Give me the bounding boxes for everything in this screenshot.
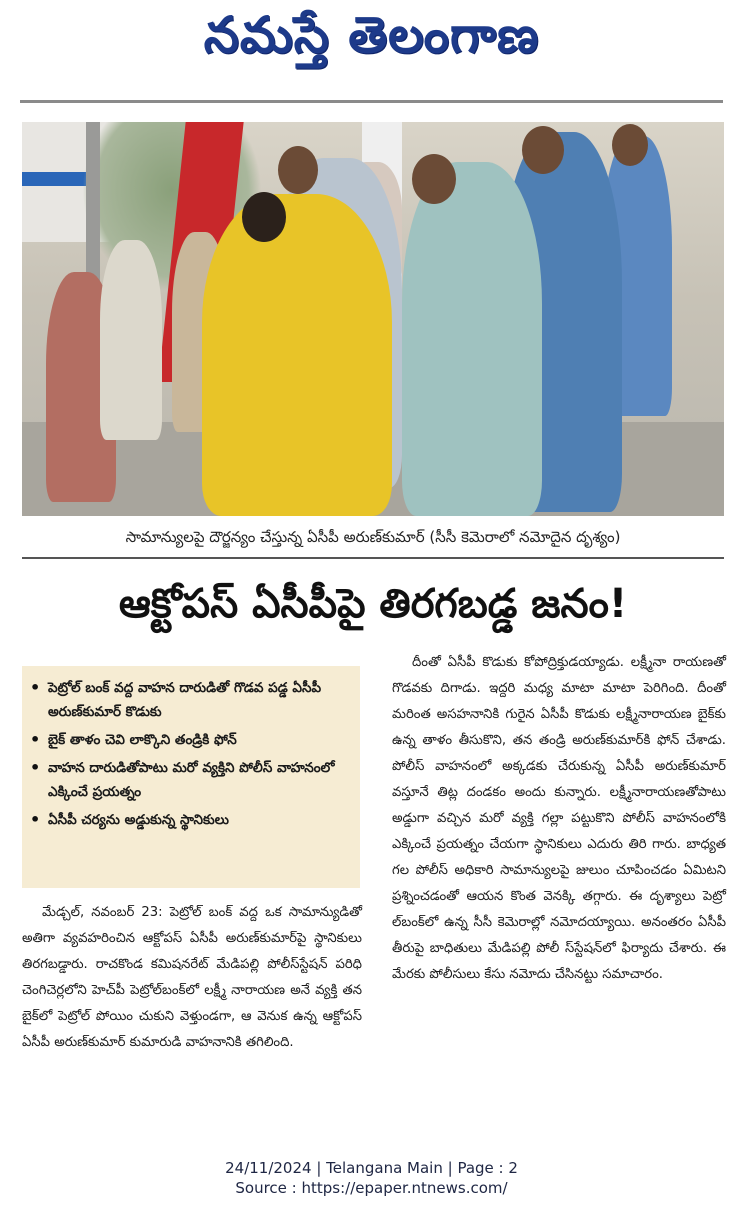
- article-headline: ఆక్టోపస్ ఏసీపీపై తిరగబడ్డ జనం!: [118, 581, 628, 627]
- bullet-icon: •: [30, 730, 41, 749]
- article-body-left: [22, 900, 362, 1056]
- highlight-item: • బైక్ తాళం చెవి లాక్కొని తండ్రికి ఫోన్: [30, 728, 350, 752]
- body-paragraph: దీంతో ఏసీపీ కొడుకు కోపోద్రిక్తుడయ్యాడు. లక్ష్మీనా రాయణతో గొడవకు దిగాడు. ఇద్దరి మధ్య మాటా మాటా పెరిగింది. దీంతో మరింత అసహనానికి గురైన ఏసీపీ కొడుకు లక్ష్మీనారాయణ బైక్‌కు ఉన్న తాళం తీసుకొని, తన తండ్రి అరుణ్‌కుమార్‌కి ఫోన్ చేశాడు. పోలీస్ వాహనంలో అక్కడకు చేరుకున్న ఏసీపీ అరుణ్‌కుమార్ వస్తూనే తిట్ల దండకం అందు కున్నారు. లక్ష్మీనారాయణతోపాటు అడ్డుగా వచ్చిన మరో వ్యక్తి గల్లా పట్టుకొని పోలీస్ వాహనంలోకి ఎక్కించే ప్రయత్నం చేయగా స్థానికులు ఎదురు తిరి గారు. బాధ్యత గల పోలీస్ అధికారి సామాన్యులపై జులుం చూపించడం ఏమిటని ప్రశ్నించడంతో ఆయన కొంత వెనక్కి తగ్గారు. ఈ దృశ్యాలు పెట్రో ల్‌బంక్‌లో ఉన్న సీసీ కెమెరాల్లో నమోదయ్యాయి. అనంతరం ఏసీపీ తీరుపై బాధితులు మేడిపల్లి పోలీ స్‌స్టేషన్‌లో ఫిర్యాదు చేశారు. ఈ మేరకు పోలీసులు కేసు నమోదు చేసినట్టు సమాచారం.: [392, 655, 726, 982]
- caption-divider: [22, 557, 724, 559]
- bullet-icon: •: [30, 810, 41, 829]
- page-footer: [0, 1158, 743, 1198]
- edition-info: 24/11/2024 | Telangana Main | Page : 2: [225, 1159, 518, 1177]
- highlights-box: [22, 666, 360, 888]
- bullet-icon: •: [30, 758, 41, 777]
- bullet-icon: •: [30, 678, 41, 697]
- photo-caption: సామాన్యులపై దౌర్జన్యం చేస్తున్న ఏసీపీ అరుణ్‌కుమార్ (సీసీ కెమెరాలో నమోదైన దృశ్యం): [125, 528, 621, 546]
- masthead-divider: [20, 100, 723, 103]
- highlight-item: • వాహన దారుడితోపాటు మరో వ్యక్తిని పోలీస్ వాహనంలో ఎక్కించే ప్రయత్నం: [30, 758, 335, 800]
- highlight-item: • ఏసీపీ చర్యను అడ్డుకున్న స్థానికులు: [30, 808, 350, 832]
- news-photo: [22, 122, 724, 516]
- source-link[interactable]: Source : https://epaper.ntnews.com/: [235, 1179, 508, 1197]
- masthead: [0, 0, 743, 108]
- newspaper-logo: నమస్తే తెలంగాణ: [203, 6, 540, 64]
- highlight-item: • పెట్రోల్ బంక్ వద్ద వాహన దారుడితో గొడవ పడ్డ ఏసీపీ అరుణ్‌కుమార్ కొడుకు: [30, 678, 322, 720]
- article-body-right: [392, 650, 726, 988]
- body-paragraph: మేడ్చల్, నవంబర్ 23: పెట్రోల్ బంక్ వద్ద ఒక సామాన్యుడితో అతిగా వ్యవహరించిన ఆక్టోపస్ ఏసీపీ అరుణ్‌కుమార్‌పై స్థానికులు తిరగబడ్డారు. రాచకొండ కమిషనరేట్ మేడిపల్లి పోలీస్‌స్టేషన్ పరిధి చెంగిచెర్లలోని హెచ్‌పీ పెట్రోల్‌బంక్‌లో లక్ష్మీ నారాయణ అనే వ్యక్తి తన బైక్‌లో పెట్రోల్ పోయిం చుకుని వెళ్తుండగా, ఆ వెనుక ఉన్న ఆక్టోపస్ ఏసీపీ అరుణ్‌కుమార్ కుమారుడి వాహనానికి తగిలింది.: [22, 905, 362, 1050]
